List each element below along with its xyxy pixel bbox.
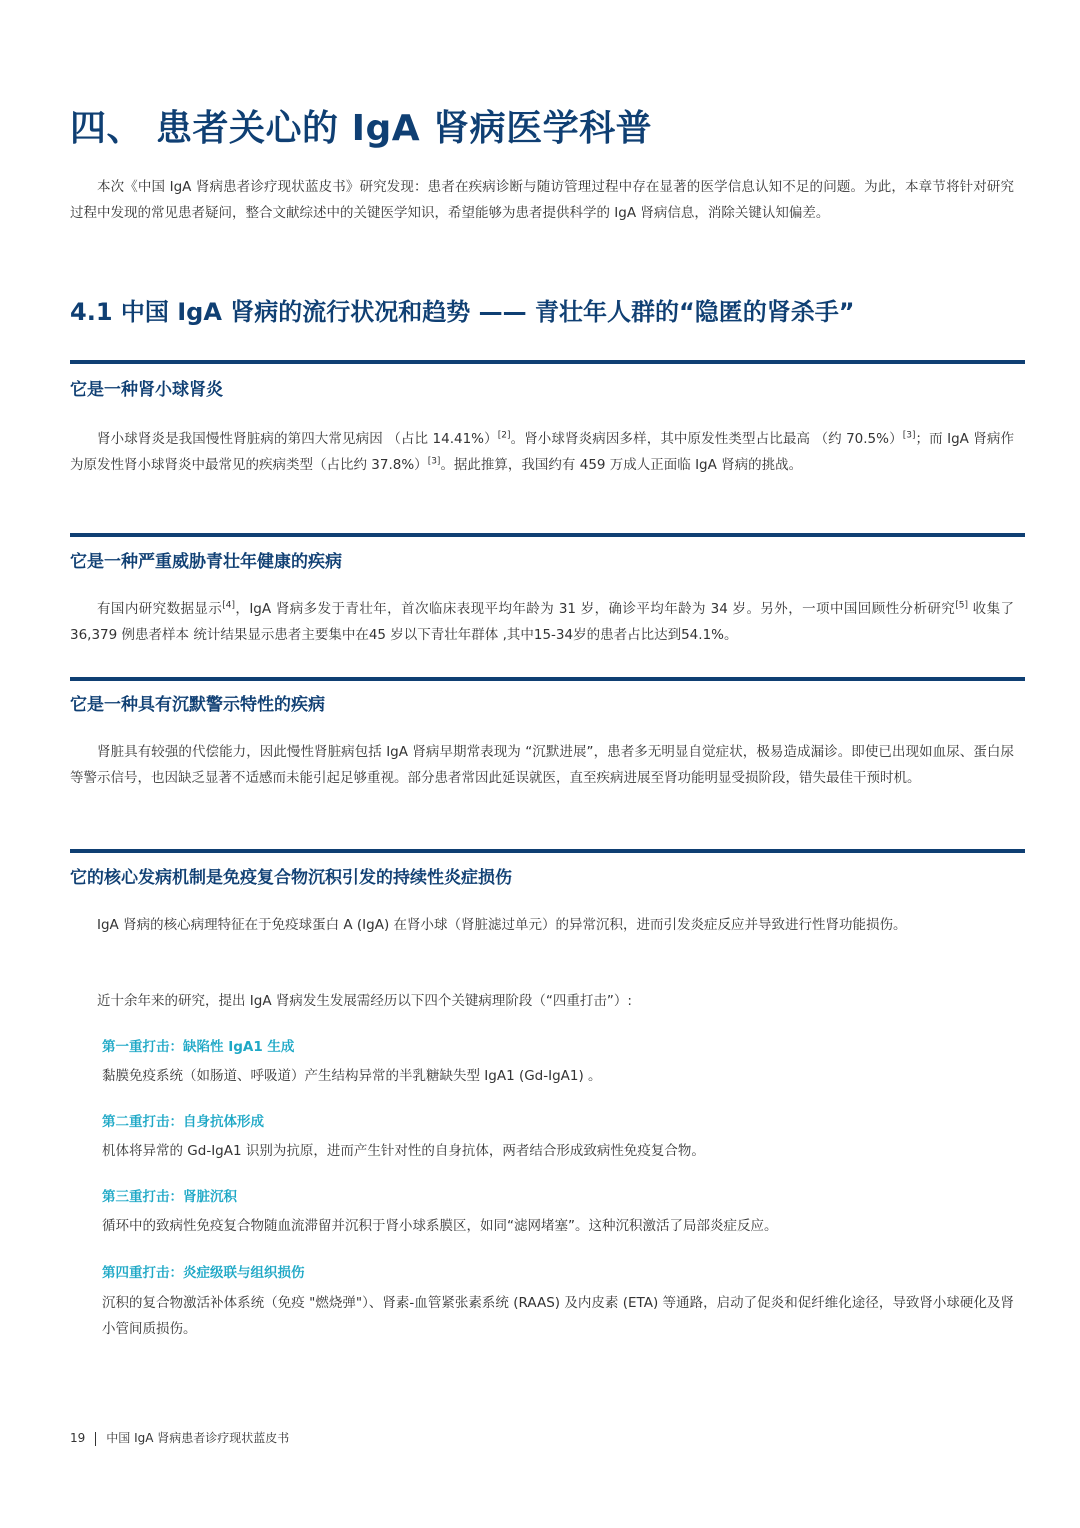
paragraph-glomerulonephritis: 肾小球肾炎是我国慢性肾脏病的第四大常见病因 （占比 14.41%）[2]。肾小球肾炎病因多样，其中原发性类型占比最高 （约 70.5%）[3]；而 IgA 肾病作为原发性肾小球肾炎中最常见的疾病类型（占比约 37.8%）[3]。据此推算，我国约有 459 万成人正面临 IgA 肾病的挑战。 bbox=[70, 430, 1014, 473]
footer-separator bbox=[95, 1432, 96, 1446]
citation-ref: [3] bbox=[427, 456, 441, 467]
footer-title: 中国 IgA 肾病患者诊疗现状蓝皮书 bbox=[106, 1431, 290, 1445]
citation-ref: [2] bbox=[497, 430, 511, 441]
section-divider bbox=[70, 677, 1025, 681]
hit-3-label: 第三重打击：肾脏沉积 bbox=[102, 1189, 237, 1205]
section-divider bbox=[70, 849, 1025, 853]
hit-2-label: 第二重打击：自身抗体形成 bbox=[102, 1114, 264, 1130]
hit-3-description: 循环中的致病性免疫复合物随血流滞留并沉积于肾小球系膜区，如同“滤网堵塞”。这种沉积激活了局部炎症反应。 bbox=[102, 1218, 778, 1234]
subsection-title-mechanism: 它的核心发病机制是免疫复合物沉积引发的持续性炎症损伤 bbox=[70, 868, 512, 888]
paragraph-mechanism: IgA 肾病的核心病理特征在于免疫球蛋白 A (IgA) 在肾小球（肾脏滤过单元）的异常沉积，进而引发炎症反应并导致进行性肾功能损伤。 bbox=[97, 917, 907, 933]
citation-ref: [4] bbox=[222, 600, 235, 611]
subsection-title-glomerulonephritis: 它是一种肾小球肾炎 bbox=[70, 380, 223, 400]
paragraph-four-hits-intro: 近十余年来的研究，提出 IgA 肾病发生发展需经历以下四个关键病理阶段（“四重打击”）: bbox=[97, 993, 632, 1009]
page-number: 19 bbox=[70, 1431, 86, 1445]
hit-1-description: 黏膜免疫系统（如肠道、呼吸道）产生结构异常的半乳糖缺失型 IgA1 (Gd-IgA1) 。 bbox=[102, 1068, 602, 1084]
citation-ref: [5] bbox=[955, 600, 968, 611]
paragraph-young-adults: 有国内研究数据显示[4]，IgA 肾病多发于青壮年，首次临床表现平均年龄为 31 岁，确诊平均年龄为 34 岁。另外，一项中国回顾性分析研究[5] 收集了36,379 例患者样本 统计结果显示患者主要集中在45 岁以下青壮年群体 ,其中15-34岁的患者占比达到54.1%。 bbox=[70, 600, 1015, 643]
section-title: 4.1 中国 IgA 肾病的流行状况和趋势 —— 青壮年人群的“隐匿的肾杀手” bbox=[70, 298, 855, 326]
paragraph-silent: 肾脏具有较强的代偿能力，因此慢性肾脏病包括 IgA 肾病早期常表现为 “沉默进展”，患者多无明显自觉症状，极易造成漏诊。即使已出现如血尿、蛋白尿等警示信号，也因缺乏显著不适感而未能引起足够重视。部分患者常因此延误就医，直至疾病进展至肾功能明显受损阶段，错失最佳干预时机。 bbox=[70, 744, 1014, 786]
section-divider bbox=[70, 533, 1025, 537]
citation-ref: [3] bbox=[902, 430, 916, 441]
hit-1-label: 第一重打击：缺陷性 IgA1 生成 bbox=[102, 1039, 295, 1055]
page-footer bbox=[70, 1428, 289, 1448]
section-divider bbox=[70, 360, 1025, 364]
hit-4-label: 第四重打击：炎症级联与组织损伤 bbox=[102, 1265, 305, 1281]
intro-paragraph: 本次《中国 IgA 肾病患者诊疗现状蓝皮书》研究发现：患者在疾病诊断与随访管理过程中存在显著的医学信息认知不足的问题。为此，本章节将针对研究过程中发现的常见患者疑问，整合文献综述中的关键医学知识，希望能够为患者提供科学的 IgA 肾病信息，消除关键认知偏差。 bbox=[70, 179, 1014, 221]
hit-4-description: 沉积的复合物激活补体系统（免疫 "燃烧弹"）、肾素-血管紧张素系统 (RAAS) 及内皮素 (ETA) 等通路，启动了促炎和促纤维化途径，导致肾小球硬化及肾小管间质损伤。 bbox=[102, 1295, 1014, 1337]
subsection-title-young-adults: 它是一种严重威胁青壮年健康的疾病 bbox=[70, 552, 342, 572]
subsection-title-silent: 它是一种具有沉默警示特性的疾病 bbox=[70, 695, 325, 715]
chapter-title: 四、 患者关心的 IgA 肾病医学科普 bbox=[70, 108, 653, 149]
hit-2-description: 机体将异常的 Gd-IgA1 识别为抗原，进而产生针对性的自身抗体，两者结合形成致病性免疫复合物。 bbox=[102, 1143, 705, 1159]
